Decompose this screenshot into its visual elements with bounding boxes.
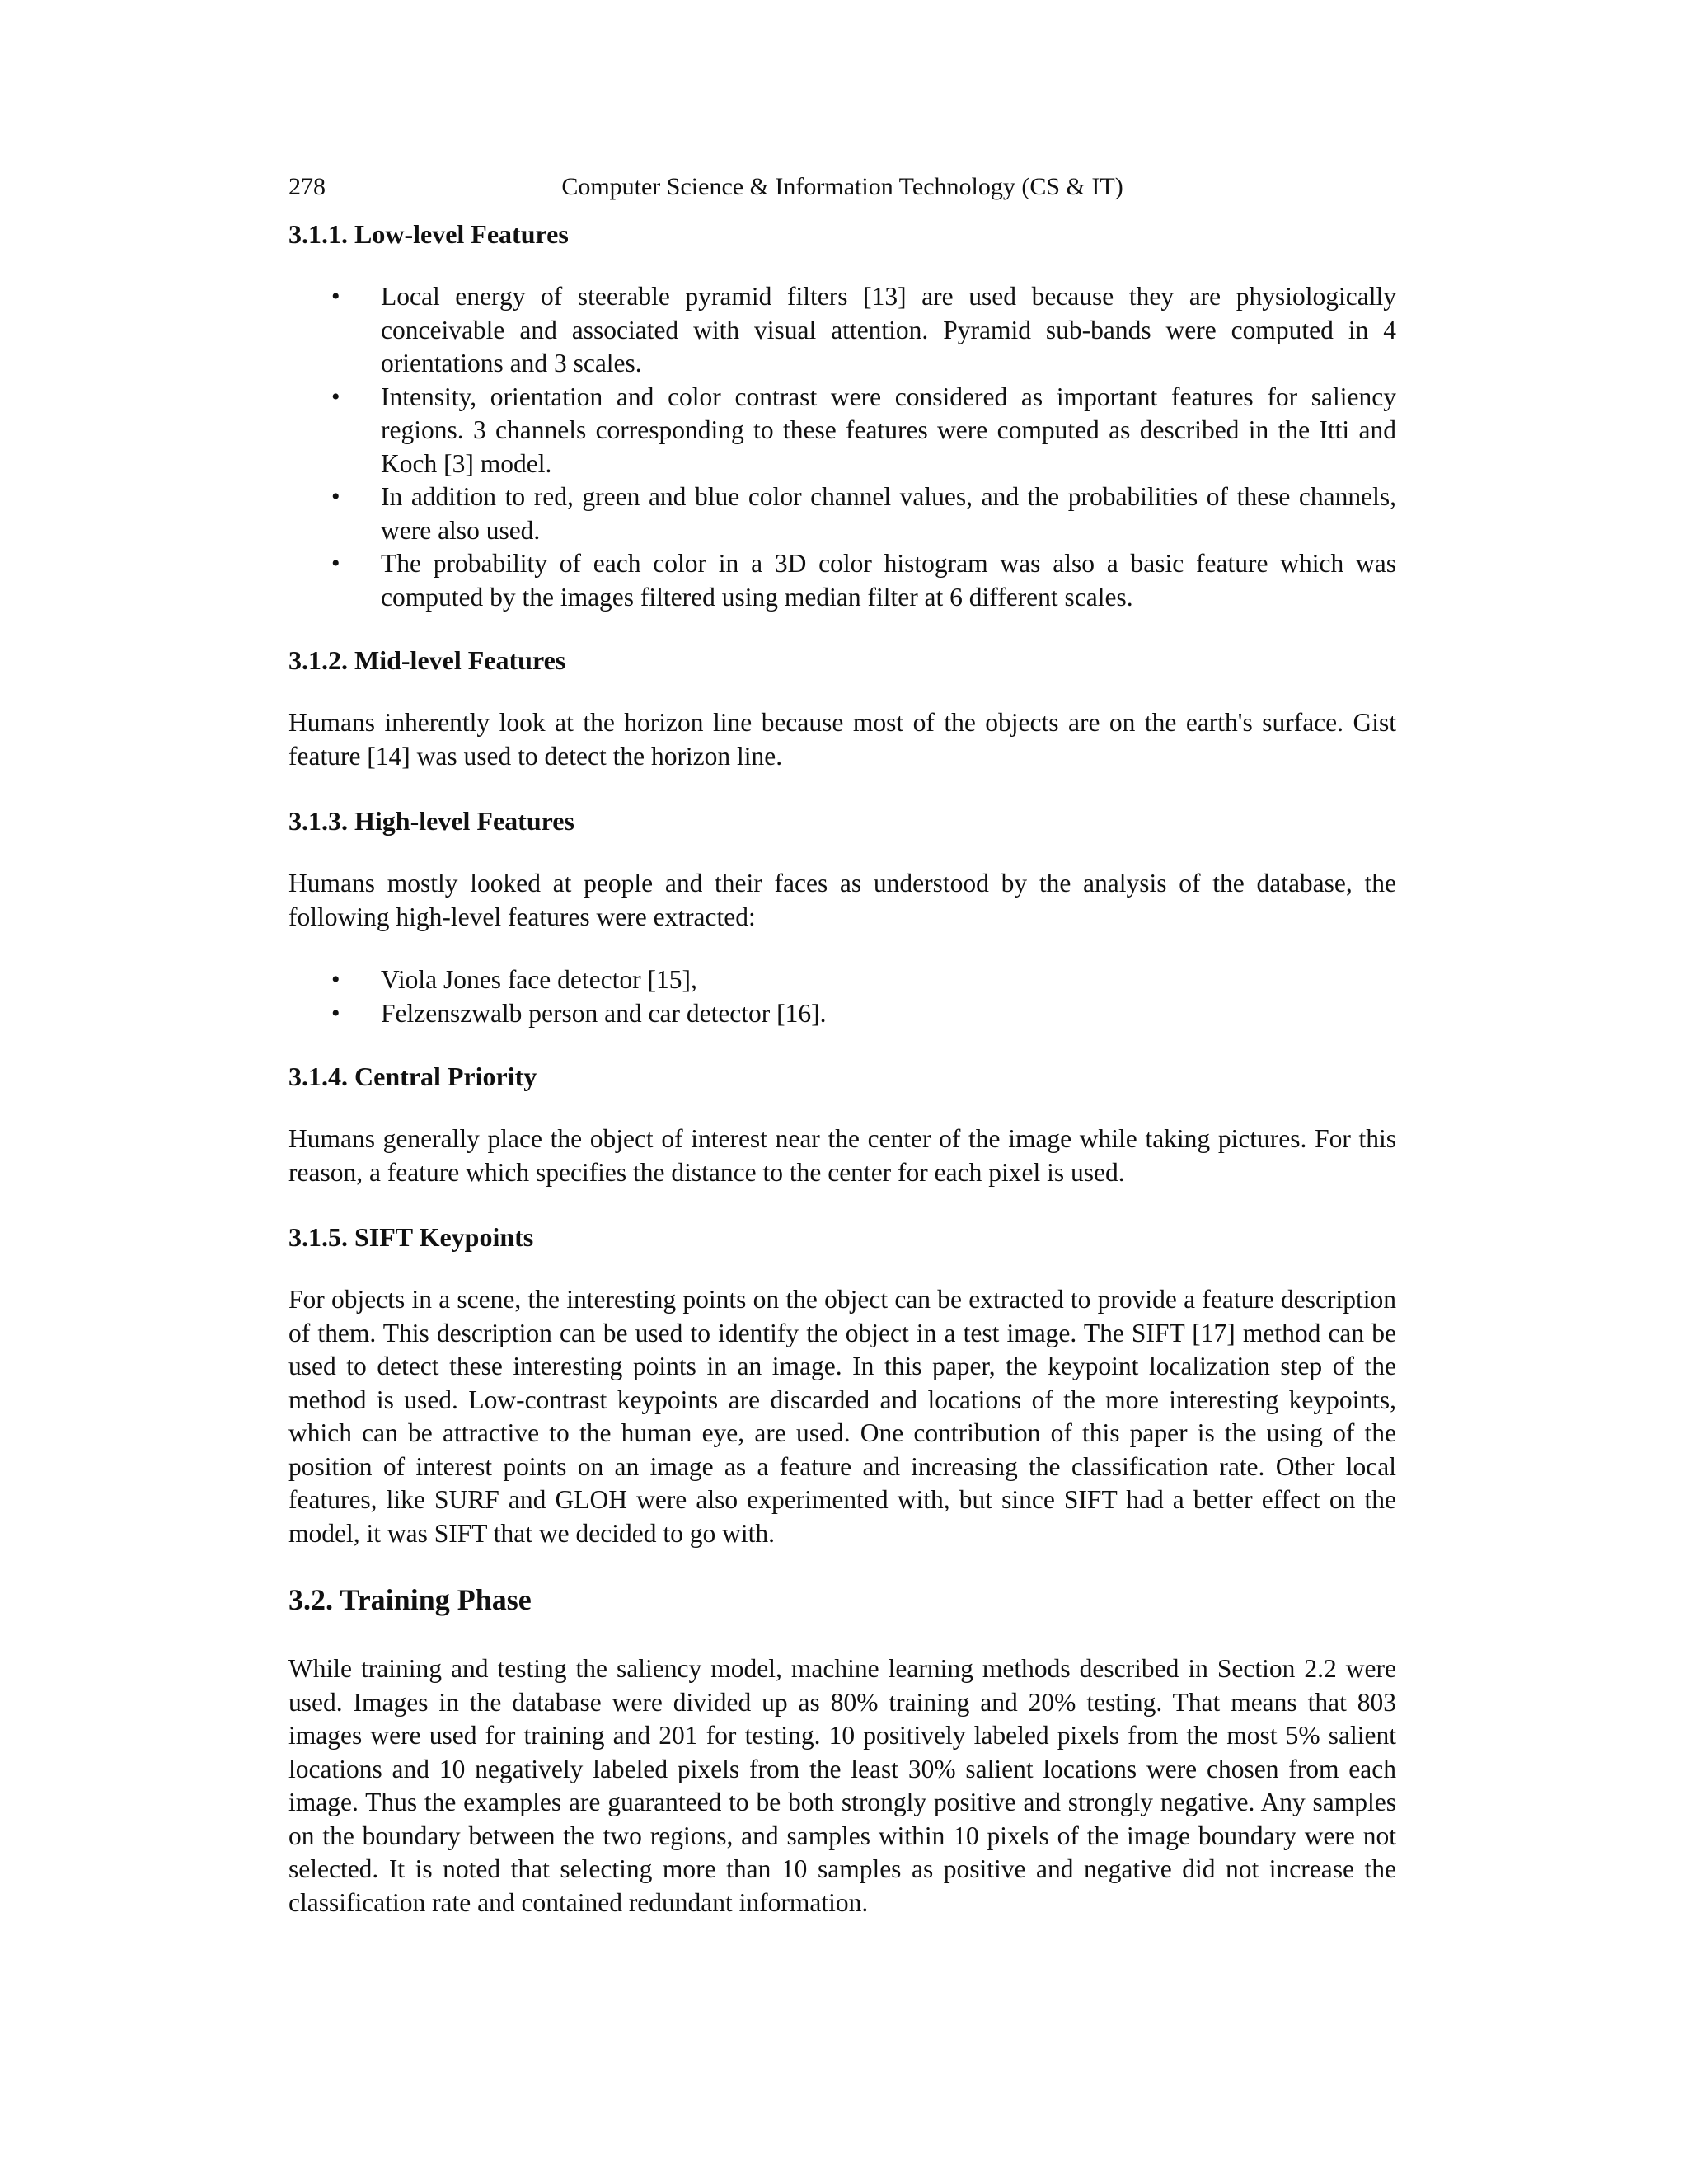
section-heading-sift: 3.1.5. SIFT Keypoints bbox=[288, 1222, 534, 1252]
list-item bbox=[288, 547, 1396, 614]
section-heading-low-level: 3.1.1. Low-level Features bbox=[288, 219, 569, 249]
page-header bbox=[288, 169, 1396, 205]
list-item-text: Local energy of steerable pyramid filters [13] are used because they are physiologically conceivable and associated with visual attention. Pyramid sub-bands were computed in 4 orientations and 3 scales. bbox=[381, 282, 1396, 377]
high-level-paragraph: Humans mostly looked at people and their faces as understood by the analysis of the database, the following high-level features were extracted: bbox=[288, 869, 1396, 931]
bullet-icon: • bbox=[331, 999, 340, 1027]
list-item-text: Intensity, orientation and color contrast were considered as important features for saliency regions. 3 channels corresponding to these features were computed as described in the Itti and Koch [3] model. bbox=[381, 382, 1396, 478]
sift-paragraph: For objects in a scene, the interesting points on the object can be extracted to provide a feature description of them. This description can be used to identify the object in a test image. The SIFT [17] method can be used to detect these interesting points in an image. In this paper, the keypoint localization step of the method is used. Low-contrast keypoints are discarded and locations of the more interesting keypoints, which can be attractive to the human eye, are used. One contribution of this paper is the using of the position of interest points on an image as a feature and increasing the classification rate. Other local features, like SURF and GLOH were also experimented with, but since SIFT had a better effect on the model, it was SIFT that we decided to go with. bbox=[288, 1285, 1396, 1548]
bullet-icon: • bbox=[331, 283, 340, 310]
bullet-icon: • bbox=[331, 966, 340, 993]
bullet-icon: • bbox=[331, 550, 340, 577]
section-heading-high-level: 3.1.3. High-level Features bbox=[288, 806, 574, 836]
section-heading-central-priority: 3.1.4. Central Priority bbox=[288, 1062, 537, 1091]
list-item bbox=[288, 280, 1396, 381]
list-item-text: Viola Jones face detector [15], bbox=[381, 965, 697, 994]
mid-level-paragraph: Humans inherently look at the horizon line because most of the objects are on the earth's surface. Gist feature [14] was used to detect the horizon line. bbox=[288, 708, 1396, 771]
section-heading-mid-level: 3.1.2. Mid-level Features bbox=[288, 645, 566, 675]
page-number: 278 bbox=[288, 173, 326, 200]
high-level-bullet-list bbox=[288, 963, 1396, 1030]
low-level-bullet-list bbox=[288, 280, 1396, 614]
central-priority-paragraph: Humans generally place the object of interest near the center of the image while taking pictures. For this reason, a feature which specifies the distance to the center for each pixel is used. bbox=[288, 1124, 1396, 1187]
list-item-text: The probability of each color in a 3D color histogram was also a basic feature which was computed by the images filtered using median filter at 6 different scales. bbox=[381, 549, 1396, 612]
bullet-icon: • bbox=[331, 483, 340, 510]
list-item bbox=[288, 963, 1396, 997]
list-item-text: Felzenszwalb person and car detector [16]. bbox=[381, 998, 827, 1028]
page-content bbox=[288, 216, 1396, 1919]
list-item bbox=[288, 381, 1396, 481]
list-item-text: In addition to red, green and blue color channel values, and the probabilities of these channels, were also used. bbox=[381, 482, 1396, 545]
training-paragraph: While training and testing the saliency model, machine learning methods described in Section 2.2 were used. Images in the database were divided up as 80% training and 20% testing. That means that 803 images were used for training and 201 for testing. 10 positively labeled pixels from the most 5% salient locations and 10 negatively labeled pixels from the least 30% salient locations were chosen from each image. Thus the examples are guaranteed to be both strongly positive and strongly negative. Any samples on the boundary between the two regions, and samples within 10 pixels of the image boundary were not selected. It is noted that selecting more than 10 samples as positive and negative did not increase the classification rate and contained redundant information. bbox=[288, 1654, 1396, 1917]
list-item bbox=[288, 997, 1396, 1031]
bullet-icon: • bbox=[331, 382, 340, 410]
section-heading-training: 3.2. Training Phase bbox=[288, 1583, 532, 1616]
list-item bbox=[288, 480, 1396, 547]
running-title: Computer Science & Information Technology (CS & IT) bbox=[561, 173, 1123, 200]
